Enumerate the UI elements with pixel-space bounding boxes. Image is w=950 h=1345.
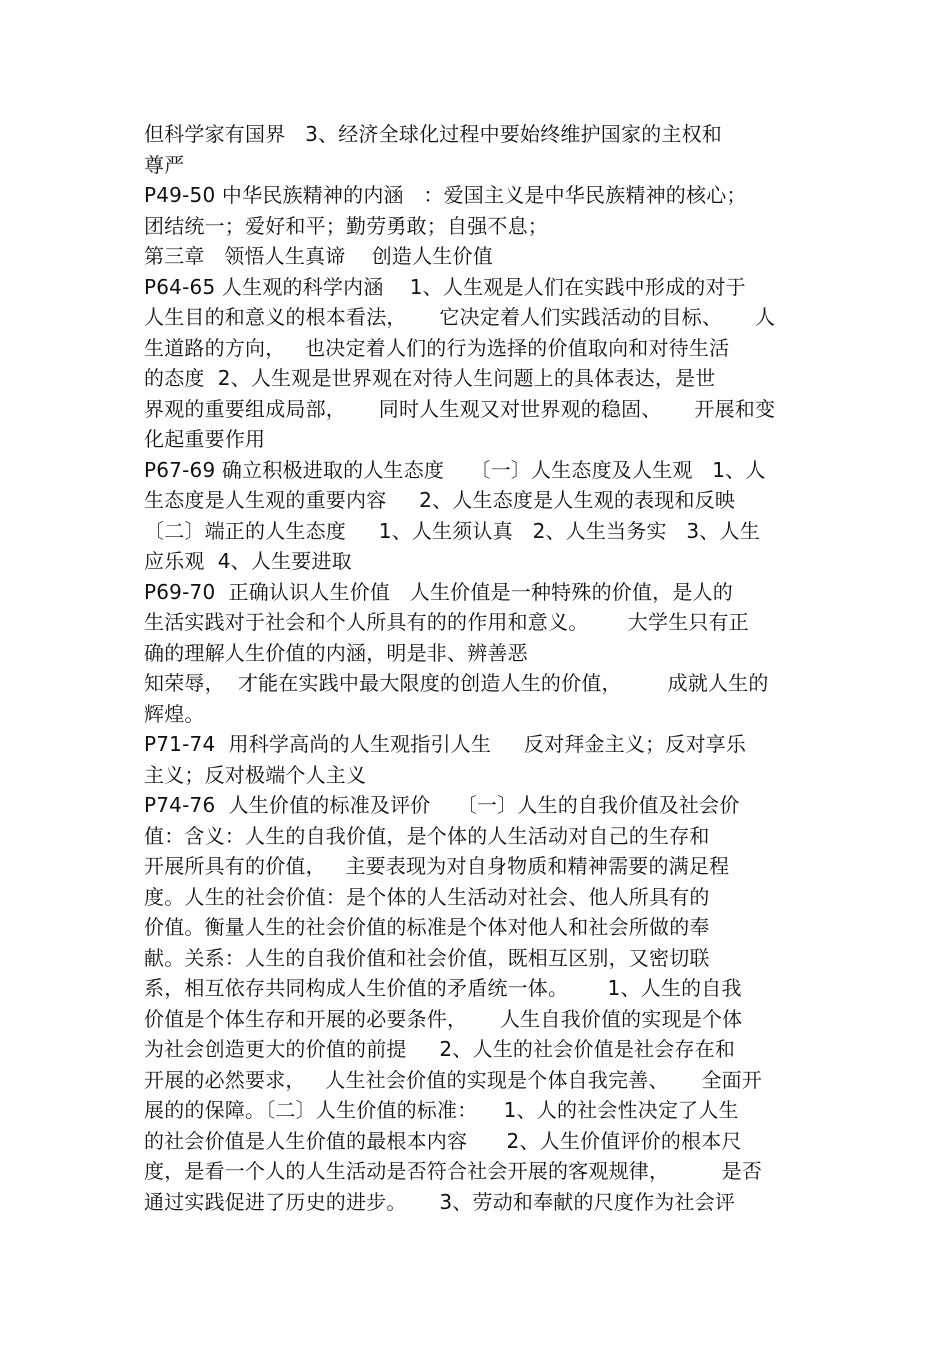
text-line: 生道路的方向， 也决定着人们的行为选择的价值取向和对待生活 — [144, 335, 730, 360]
chapter-heading: 第三章 领悟人生真谛 创造人生价值 — [144, 244, 493, 268]
text-line: 度。人生的社会价值：是个体的人生活动对社会、他人所具有的 — [144, 884, 710, 909]
text-line: P74-76 人生价值的标准及评价 〔一〕人生的自我价值及社会价 — [144, 793, 740, 817]
text-line: P49-50 中华民族精神的内涵 ：爱国主义是中华民族精神的核心； — [144, 183, 747, 207]
text-line: P69-70 正确认识人生价值 人生价值是一种特殊的价值，是人的 — [144, 579, 733, 604]
text-line: 献。关系：人生的自我价值和社会价值，既相互区别，又密切联 — [144, 945, 710, 970]
document-body — [144, 119, 824, 1217]
text-line: 生态度是人生观的重要内容 2、人生态度是人生观的表现和反映 — [144, 488, 736, 512]
text-line: 辉煌。 — [144, 701, 205, 726]
text-line: 化起重要作用 — [144, 427, 266, 451]
text-line: 系，相互依存共同构成人生价值的矛盾统一体。 1、人生的自我 — [144, 976, 742, 1000]
text-line: 确的理解人生价值的内涵，明是非、辨善恶 — [144, 640, 528, 665]
text-line: 人生目的和意义的根本看法， 它决定着人们实践活动的目标、 人 — [144, 305, 776, 329]
text-line: 价值。衡量人生的社会价值的标准是个体对他人和社会所做的奉 — [144, 915, 710, 939]
text-line: 为社会创造更大的价值的前提 2、人生的社会价值是社会存在和 — [144, 1037, 736, 1061]
text-line: 但科学家有国界 3、经济全球化过程中要始终维护国家的主权和 — [144, 122, 722, 146]
text-line: P67-69 确立积极进取的人生态度 〔一〕人生态度及人生观 1、人 — [144, 457, 766, 482]
text-line: 度，是看一个人的人生活动是否符合社会开展的客观规律， 是否 — [144, 1159, 763, 1183]
text-line: 的社会价值是人生价值的最根本内容 2、人生价值评价的根本尺 — [144, 1128, 742, 1153]
text-line: 尊严 — [144, 152, 185, 177]
text-line: 价值是个体生存和开展的必要条件， 人生自我价值的实现是个体 — [144, 1006, 743, 1031]
text-line: 通过实践促进了历史的进步。 3、劳动和奉献的尺度作为社会评 — [144, 1189, 736, 1214]
text-line: P71-74 用科学高尚的人生观指引人生 反对拜金主义；反对享乐 — [144, 732, 747, 756]
text-line: 应乐观 4、人生要进取 — [144, 549, 352, 573]
text-line: 主义；反对极端个人主义 — [144, 762, 367, 787]
text-line: 知荣辱， 才能在实践中最大限度的创造人生的价值， 成就人生的 — [144, 671, 769, 695]
text-line: 值：含义：人生的自我价值，是个体的人生活动对自己的生存和 — [144, 823, 710, 848]
text-line: 〔二〕端正的人生态度 1、人生须认真 2、人生当务实 3、人生 — [144, 518, 760, 543]
text-line: 生活实践对于社会和个人所具有的的作用和意义。 大学生只有正 — [144, 610, 749, 634]
text-line: 展的的保障。〔二〕人生价值的标准： 1、人的社会性决定了人生 — [144, 1098, 739, 1122]
text-line: 开展的必然要求， 人生社会价值的实现是个体自我完善、 全面开 — [144, 1067, 763, 1092]
text-line: 开展所具有的价值， 主要表现为对自身物质和精神需要的满足程 — [144, 854, 730, 878]
text-line: 的态度 2、人生观是世界观在对待人生问题上的具体表达，是世 — [144, 366, 716, 390]
text-line: 界观的重要组成局部， 同时人生观又对世界观的稳固、 开展和变 — [144, 396, 776, 421]
text-line: 团结统一；爱好和平；勤劳勇敢；自强不息； — [144, 213, 548, 238]
text-line: P64-65 人生观的科学内涵 1、人生观是人们在实践中形成的对于 — [144, 274, 746, 299]
